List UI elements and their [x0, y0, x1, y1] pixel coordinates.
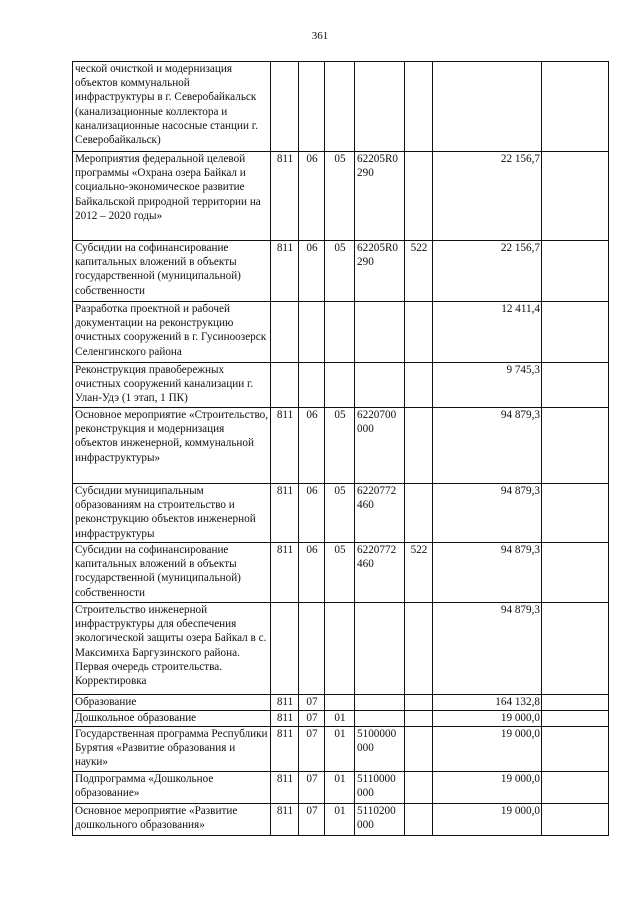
- extra-cell: [542, 62, 609, 152]
- section-code-cell: 07: [299, 772, 325, 804]
- expense-type-cell: [405, 152, 433, 241]
- budget-table: [72, 61, 609, 836]
- expense-type-cell: [405, 363, 433, 408]
- subsection-code-cell: 05: [325, 543, 355, 603]
- expense-type-cell: [405, 772, 433, 804]
- sum-cell: [433, 62, 542, 152]
- table-row: [73, 241, 609, 302]
- ministry-code-cell: [271, 603, 299, 695]
- subsection-code-cell: 01: [325, 772, 355, 804]
- table-row: [73, 484, 609, 543]
- row-name-cell: Субсидии на софинансирование капитальных вложений в объекты государственной (муниципальной) собственности: [73, 543, 271, 603]
- table-row: [73, 408, 609, 484]
- target-article-cell: 62205R0 290: [355, 241, 405, 302]
- section-code-cell: 06: [299, 152, 325, 241]
- subsection-code-cell: 05: [325, 484, 355, 543]
- section-code-cell: [299, 302, 325, 363]
- extra-cell: [542, 408, 609, 484]
- table-row: [73, 363, 609, 408]
- row-name-cell: Строительство инженерной инфраструктуры для обеспечения экологической защиты озера Байкал в с. Максимиха Баргузинского района. Первая очередь строительства. Корректировка: [73, 603, 271, 695]
- row-name-cell: Подпрограмма «Дошкольное образование»: [73, 772, 271, 804]
- ministry-code-cell: 811: [271, 711, 299, 727]
- expense-type-cell: 522: [405, 241, 433, 302]
- table-row: [73, 727, 609, 772]
- budget-table-body: [73, 62, 609, 836]
- row-name-cell: Мероприятия федеральной целевой программы «Охрана озера Байкал и социально-экономическое развитие Байкальской природной территории на 2012 – 2020 годы»: [73, 152, 271, 241]
- subsection-code-cell: 01: [325, 727, 355, 772]
- ministry-code-cell: 811: [271, 408, 299, 484]
- expense-type-cell: [405, 603, 433, 695]
- extra-cell: [542, 543, 609, 603]
- subsection-code-cell: [325, 302, 355, 363]
- row-name-cell: Образование: [73, 695, 271, 711]
- table-row: [73, 152, 609, 241]
- extra-cell: [542, 804, 609, 836]
- sum-cell: 9 745,3: [433, 363, 542, 408]
- table-row: [73, 695, 609, 711]
- sum-cell: 164 132,8: [433, 695, 542, 711]
- target-article-cell: [355, 302, 405, 363]
- sum-cell: 22 156,7: [433, 241, 542, 302]
- expense-type-cell: [405, 408, 433, 484]
- ministry-code-cell: 811: [271, 241, 299, 302]
- target-article-cell: [355, 603, 405, 695]
- section-code-cell: 06: [299, 408, 325, 484]
- sum-cell: 94 879,3: [433, 543, 542, 603]
- row-name-cell: Субсидии муниципальным образованиям на строительство и реконструкцию объектов инженерной инфраструктуры: [73, 484, 271, 543]
- table-row: [73, 772, 609, 804]
- section-code-cell: 06: [299, 484, 325, 543]
- target-article-cell: 62205R0 290: [355, 152, 405, 241]
- ministry-code-cell: 811: [271, 695, 299, 711]
- subsection-code-cell: [325, 695, 355, 711]
- section-code-cell: 06: [299, 543, 325, 603]
- target-article-cell: 6220772 460: [355, 484, 405, 543]
- sum-cell: 22 156,7: [433, 152, 542, 241]
- expense-type-cell: [405, 804, 433, 836]
- row-name-cell: ческой очисткой и модернизация объектов коммунальной инфраструктуры в г. Северобайкальск (канализационные коллектора и канализационные насосные станции г. Северобайкальск): [73, 62, 271, 152]
- section-code-cell: 07: [299, 804, 325, 836]
- subsection-code-cell: 05: [325, 408, 355, 484]
- expense-type-cell: [405, 711, 433, 727]
- subsection-code-cell: 01: [325, 711, 355, 727]
- subsection-code-cell: [325, 363, 355, 408]
- section-code-cell: 07: [299, 727, 325, 772]
- sum-cell: 12 411,4: [433, 302, 542, 363]
- section-code-cell: [299, 62, 325, 152]
- target-article-cell: [355, 363, 405, 408]
- expense-type-cell: [405, 727, 433, 772]
- subsection-code-cell: 01: [325, 804, 355, 836]
- extra-cell: [542, 363, 609, 408]
- expense-type-cell: 522: [405, 543, 433, 603]
- extra-cell: [542, 152, 609, 241]
- table-row: [73, 302, 609, 363]
- table-row: [73, 543, 609, 603]
- target-article-cell: [355, 62, 405, 152]
- sum-cell: 19 000,0: [433, 804, 542, 836]
- section-code-cell: [299, 363, 325, 408]
- target-article-cell: 5100000 000: [355, 727, 405, 772]
- ministry-code-cell: 811: [271, 152, 299, 241]
- expense-type-cell: [405, 302, 433, 363]
- sum-cell: 19 000,0: [433, 727, 542, 772]
- ministry-code-cell: 811: [271, 804, 299, 836]
- extra-cell: [542, 241, 609, 302]
- section-code-cell: 07: [299, 711, 325, 727]
- ministry-code-cell: [271, 363, 299, 408]
- target-article-cell: 6220700 000: [355, 408, 405, 484]
- target-article-cell: 6220772 460: [355, 543, 405, 603]
- ministry-code-cell: 811: [271, 727, 299, 772]
- extra-cell: [542, 711, 609, 727]
- table-row: [73, 62, 609, 152]
- extra-cell: [542, 603, 609, 695]
- expense-type-cell: [405, 62, 433, 152]
- sum-cell: 19 000,0: [433, 711, 542, 727]
- section-code-cell: [299, 603, 325, 695]
- ministry-code-cell: 811: [271, 484, 299, 543]
- table-row: [73, 711, 609, 727]
- section-code-cell: 07: [299, 695, 325, 711]
- ministry-code-cell: 811: [271, 772, 299, 804]
- section-code-cell: 06: [299, 241, 325, 302]
- subsection-code-cell: [325, 603, 355, 695]
- extra-cell: [542, 484, 609, 543]
- subsection-code-cell: 05: [325, 152, 355, 241]
- page-number: 361: [311, 30, 329, 42]
- table-row: [73, 603, 609, 695]
- subsection-code-cell: [325, 62, 355, 152]
- target-article-cell: 5110000 000: [355, 772, 405, 804]
- target-article-cell: [355, 711, 405, 727]
- extra-cell: [542, 772, 609, 804]
- extra-cell: [542, 695, 609, 711]
- row-name-cell: Основное мероприятие «Строительство, реконструкция и модернизация объектов инженерной, коммунальной инфраструктуры»: [73, 408, 271, 484]
- row-name-cell: Разработка проектной и рабочей документации на реконструкцию очистных сооружений в г. Гусиноозерск Селенгинского района: [73, 302, 271, 363]
- extra-cell: [542, 727, 609, 772]
- row-name-cell: Реконструкция правобережных очистных сооружений канализации г. Улан-Удэ (1 этап, 1 ПК): [73, 363, 271, 408]
- subsection-code-cell: 05: [325, 241, 355, 302]
- ministry-code-cell: [271, 62, 299, 152]
- sum-cell: 94 879,3: [433, 484, 542, 543]
- row-name-cell: Основное мероприятие «Развитие дошкольного образования»: [73, 804, 271, 836]
- row-name-cell: Государственная программа Республики Бурятия «Развитие образования и науки»: [73, 727, 271, 772]
- sum-cell: 19 000,0: [433, 772, 542, 804]
- target-article-cell: [355, 695, 405, 711]
- ministry-code-cell: [271, 302, 299, 363]
- table-row: [73, 804, 609, 836]
- sum-cell: 94 879,3: [433, 603, 542, 695]
- sum-cell: 94 879,3: [433, 408, 542, 484]
- ministry-code-cell: 811: [271, 543, 299, 603]
- extra-cell: [542, 302, 609, 363]
- row-name-cell: Субсидии на софинансирование капитальных вложений в объекты государственной (муниципальной) собственности: [73, 241, 271, 302]
- expense-type-cell: [405, 484, 433, 543]
- expense-type-cell: [405, 695, 433, 711]
- row-name-cell: Дошкольное образование: [73, 711, 271, 727]
- target-article-cell: 5110200 000: [355, 804, 405, 836]
